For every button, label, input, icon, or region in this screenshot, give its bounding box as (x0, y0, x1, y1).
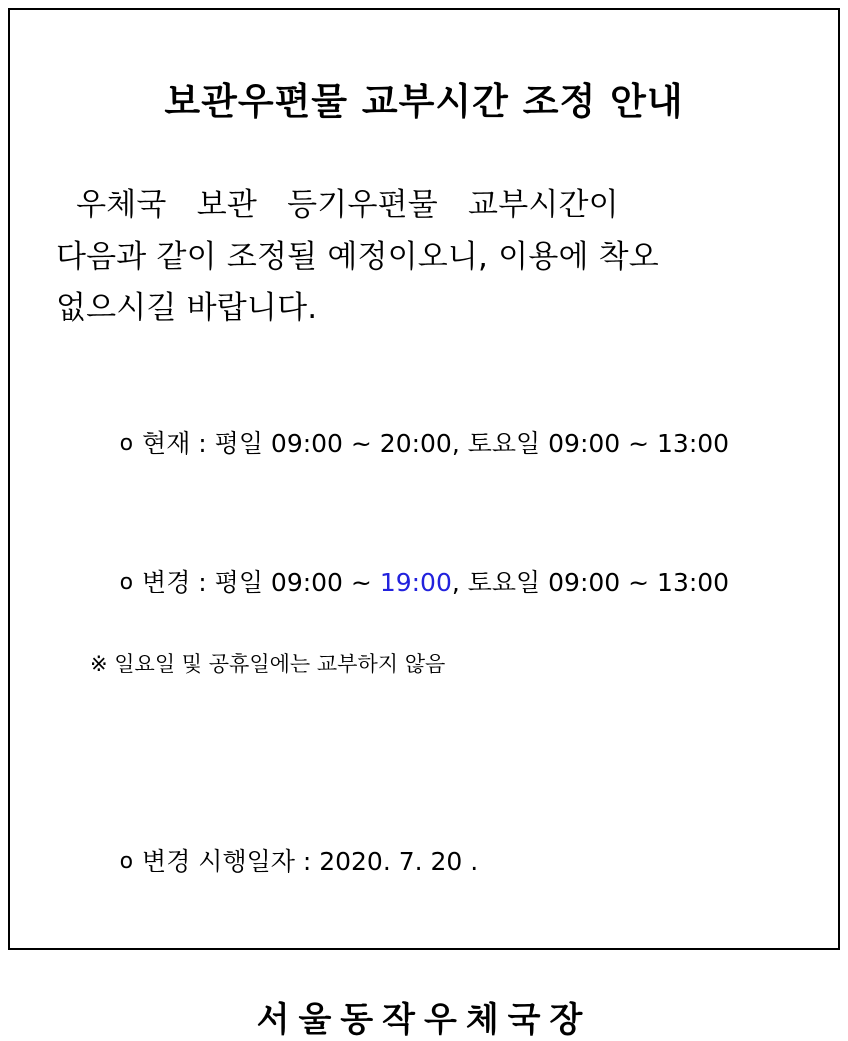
list-item-effective-date (56, 805, 792, 918)
notice-frame (8, 8, 840, 1040)
signature: 서울동작우체국장 (256, 999, 592, 1040)
body-line-1: 우체국 보관 등기우편물 교부시간이 (56, 187, 619, 224)
notice-body (56, 180, 792, 333)
notice-items (56, 388, 792, 918)
bullet-icon: o (119, 431, 134, 457)
list-item-current-hours (56, 388, 792, 501)
body-line-2: 다음과 같이 조정될 예정이오니, 이용에 착오 (56, 238, 659, 275)
changed-hours-text-after: , 토요일 09:00 ~ 13:00 (451, 567, 730, 597)
changed-hours-text-before: 변경 : 평일 09:00 ~ (142, 567, 380, 597)
bullet-icon: o (119, 848, 134, 874)
effective-date-text: 변경 시행일자 : 2020. 7. 20 . (142, 846, 479, 876)
page-title: 보관우편물 교부시간 조정 안내 (164, 80, 684, 123)
list-item-changed-hours (56, 526, 792, 755)
changed-hours-highlight: 19:00 (379, 567, 452, 597)
bullet-icon: o (119, 569, 134, 595)
sub-note: ※ 일요일 및 공휴일에는 교부하지 않음 (90, 651, 446, 676)
body-line-3: 없으시길 바랍니다. (56, 289, 318, 326)
current-hours-text: 현재 : 평일 09:00 ~ 20:00, 토요일 09:00 ~ 13:00 (142, 429, 730, 459)
